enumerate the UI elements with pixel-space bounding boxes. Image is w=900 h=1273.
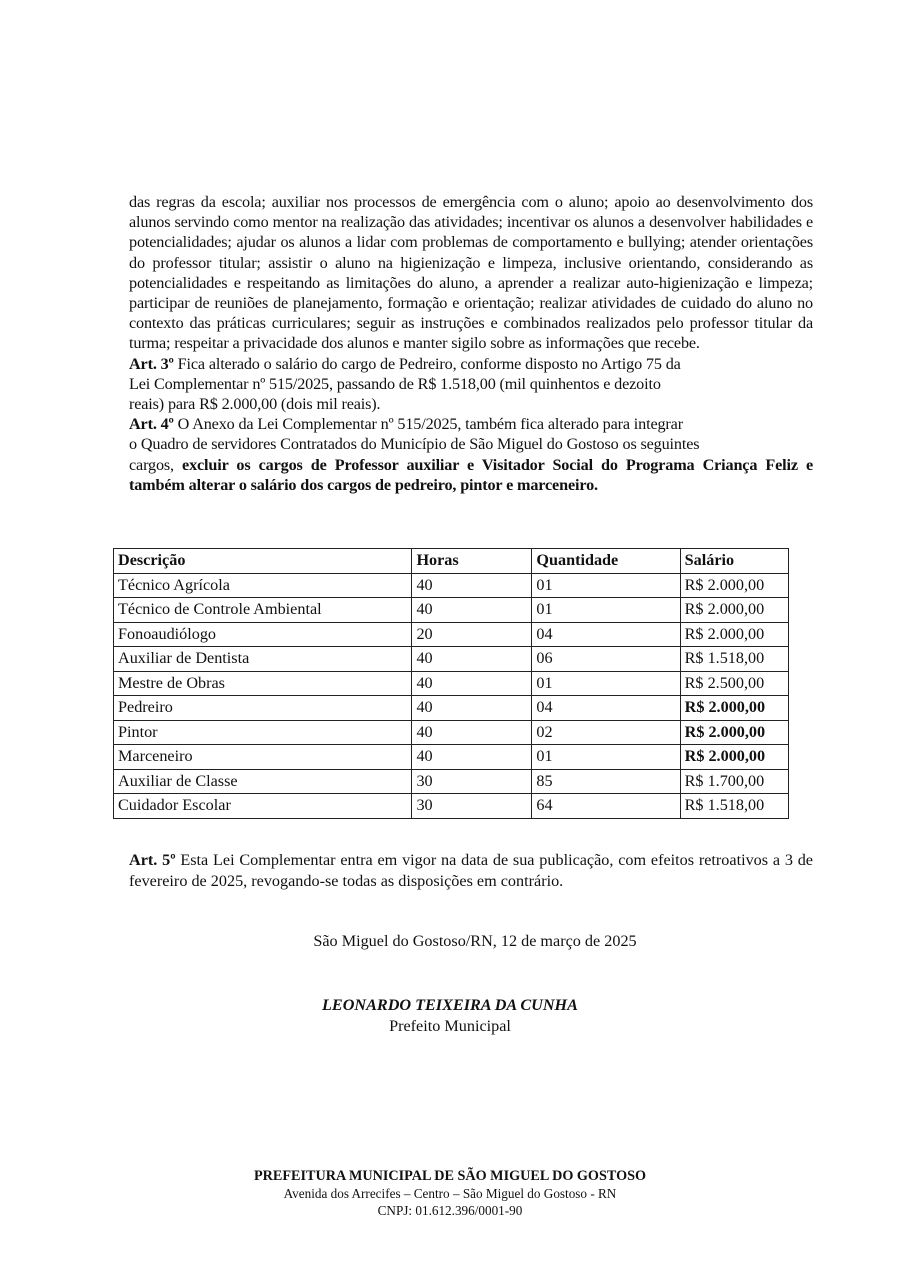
- cell-salario-updated: R$ 2.000,00: [680, 745, 788, 770]
- table-header-row: [114, 549, 789, 574]
- cell-salario: R$ 2.500,00: [680, 671, 788, 696]
- cell-salario: R$ 2.000,00: [680, 598, 788, 623]
- cell-salario: R$ 1.518,00: [680, 794, 788, 819]
- cell-horas: 30: [412, 794, 532, 819]
- table-row: [114, 745, 789, 770]
- article-3-line-1: Fica alterado o salário do cargo de Pedreiro, conforme disposto no Artigo 75 da: [173, 354, 681, 373]
- article-4-line-2: o Quadro de servidores Contratados do Município de São Miguel do Gostoso os seguintes: [129, 435, 700, 454]
- article-4: [129, 414, 813, 495]
- cell-descricao: Pintor: [114, 720, 412, 745]
- table-row: [114, 696, 789, 721]
- header-quantidade: Quantidade: [532, 549, 680, 574]
- cell-horas: 30: [412, 769, 532, 794]
- cell-quantidade: 64: [532, 794, 680, 819]
- cell-quantidade: 01: [532, 745, 680, 770]
- cell-quantidade: 02: [532, 720, 680, 745]
- table-row: [114, 720, 789, 745]
- page-footer: [0, 1167, 900, 1219]
- cell-horas: 40: [412, 745, 532, 770]
- signer-role: Prefeito Municipal: [389, 1017, 511, 1035]
- body-text: [129, 192, 813, 495]
- continuation-paragraph: das regras da escola; auxiliar nos processos de emergência com o aluno; apoio ao desenvolvimento dos alunos servindo como mentor na realização das atividades; incentivar os alunos a desenvolver habilidades e potencialidades; ajudar os alunos a lidar com problemas de comportamento e bullying; atender orientações do professor titular; assistir o aluno na higienização e limpeza, inclusive orientando, considerando as potencialidades e respeitando as limitações do aluno, a aprender a realizar auto-higienização e limpeza; participar de reuniões de planejamento, formação e orientação; realizar atividades de cuidado do aluno no contexto das práticas curriculares; seguir as instruções e combinados realizados pelo professor titular da turma; respeitar a privacidade dos alunos e manter sigilo sobre as informações que recebe.: [129, 193, 813, 353]
- cell-horas: 40: [412, 598, 532, 623]
- cell-horas: 40: [412, 647, 532, 672]
- cell-quantidade: 04: [532, 622, 680, 647]
- positions-table: [113, 548, 789, 819]
- cell-descricao: Cuidador Escolar: [114, 794, 412, 819]
- cell-salario: R$ 1.700,00: [680, 769, 788, 794]
- header-horas: Horas: [412, 549, 532, 574]
- article-4-line-1: O Anexo da Lei Complementar nº 515/2025, também fica alterado para integrar: [173, 415, 683, 434]
- date-line: São Miguel do Gostoso/RN, 12 de março de 2025: [313, 932, 637, 950]
- article-3-line-3: reais) para R$ 2.000,00 (dois mil reais).: [129, 395, 381, 414]
- table-row: [114, 598, 789, 623]
- footer-title: PREFEITURA MUNICIPAL DE SÃO MIGUEL DO GOSTOSO: [253, 1168, 647, 1184]
- cell-salario-updated: R$ 2.000,00: [680, 720, 788, 745]
- article-5: [129, 850, 813, 892]
- article-4-text-bold: excluir os cargos de Professor auxiliar e Visitador Social do Programa Criança Feliz e também alterar o salário dos cargos de pedreiro, pintor e marceneiro.: [129, 455, 813, 494]
- cell-descricao: Técnico de Controle Ambiental: [114, 598, 412, 623]
- cell-quantidade: 01: [532, 598, 680, 623]
- article-4-label: Art. 4º: [129, 415, 174, 434]
- table-row: [114, 573, 789, 598]
- cell-descricao: Mestre de Obras: [114, 671, 412, 696]
- cell-horas: 40: [412, 696, 532, 721]
- table-row: [114, 647, 789, 672]
- article-5-text: Esta Lei Complementar entra em vigor na data de sua publicação, com efeitos retroativos a 3 de fevereiro de 2025, revogando-se todas as disposições em contrário.: [129, 851, 813, 890]
- article-3: [129, 354, 813, 415]
- cell-descricao: Auxiliar de Classe: [114, 769, 412, 794]
- cell-quantidade: 06: [532, 647, 680, 672]
- cell-salario-updated: R$ 2.000,00: [680, 696, 788, 721]
- header-descricao: Descrição: [114, 549, 412, 574]
- cell-quantidade: 85: [532, 769, 680, 794]
- cell-salario: R$ 2.000,00: [680, 573, 788, 598]
- cell-descricao: Pedreiro: [114, 696, 412, 721]
- cell-descricao: Marceneiro: [114, 745, 412, 770]
- cell-descricao: Técnico Agrícola: [114, 573, 412, 598]
- cell-salario: R$ 2.000,00: [680, 622, 788, 647]
- footer-address: Avenida dos Arrecifes – Centro – São Miguel do Gostoso - RN: [283, 1186, 617, 1201]
- article-3-label: Art. 3º: [129, 354, 174, 373]
- cell-descricao: Fonoaudiólogo: [114, 622, 412, 647]
- footer-cnpj: CNPJ: 01.612.396/0001-90: [377, 1203, 523, 1218]
- table-row: [114, 622, 789, 647]
- article-4-text-plain: cargos,: [129, 455, 183, 474]
- cell-horas: 40: [412, 573, 532, 598]
- table-row: [114, 671, 789, 696]
- cell-salario: R$ 1.518,00: [680, 647, 788, 672]
- cell-horas: 20: [412, 622, 532, 647]
- cell-quantidade: 01: [532, 573, 680, 598]
- table-row: [114, 769, 789, 794]
- cell-horas: 40: [412, 671, 532, 696]
- cell-quantidade: 04: [532, 696, 680, 721]
- cell-horas: 40: [412, 720, 532, 745]
- cell-descricao: Auxiliar de Dentista: [114, 647, 412, 672]
- table-row: [114, 794, 789, 819]
- article-3-line-2: Lei Complementar nº 515/2025, passando de R$ 1.518,00 (mil quinhentos e dezoito: [129, 374, 661, 393]
- cell-quantidade: 01: [532, 671, 680, 696]
- signer-name: LEONARDO TEIXEIRA DA CUNHA: [322, 996, 578, 1014]
- header-salario: Salário: [680, 549, 788, 574]
- article-5-label: Art. 5º: [129, 851, 176, 869]
